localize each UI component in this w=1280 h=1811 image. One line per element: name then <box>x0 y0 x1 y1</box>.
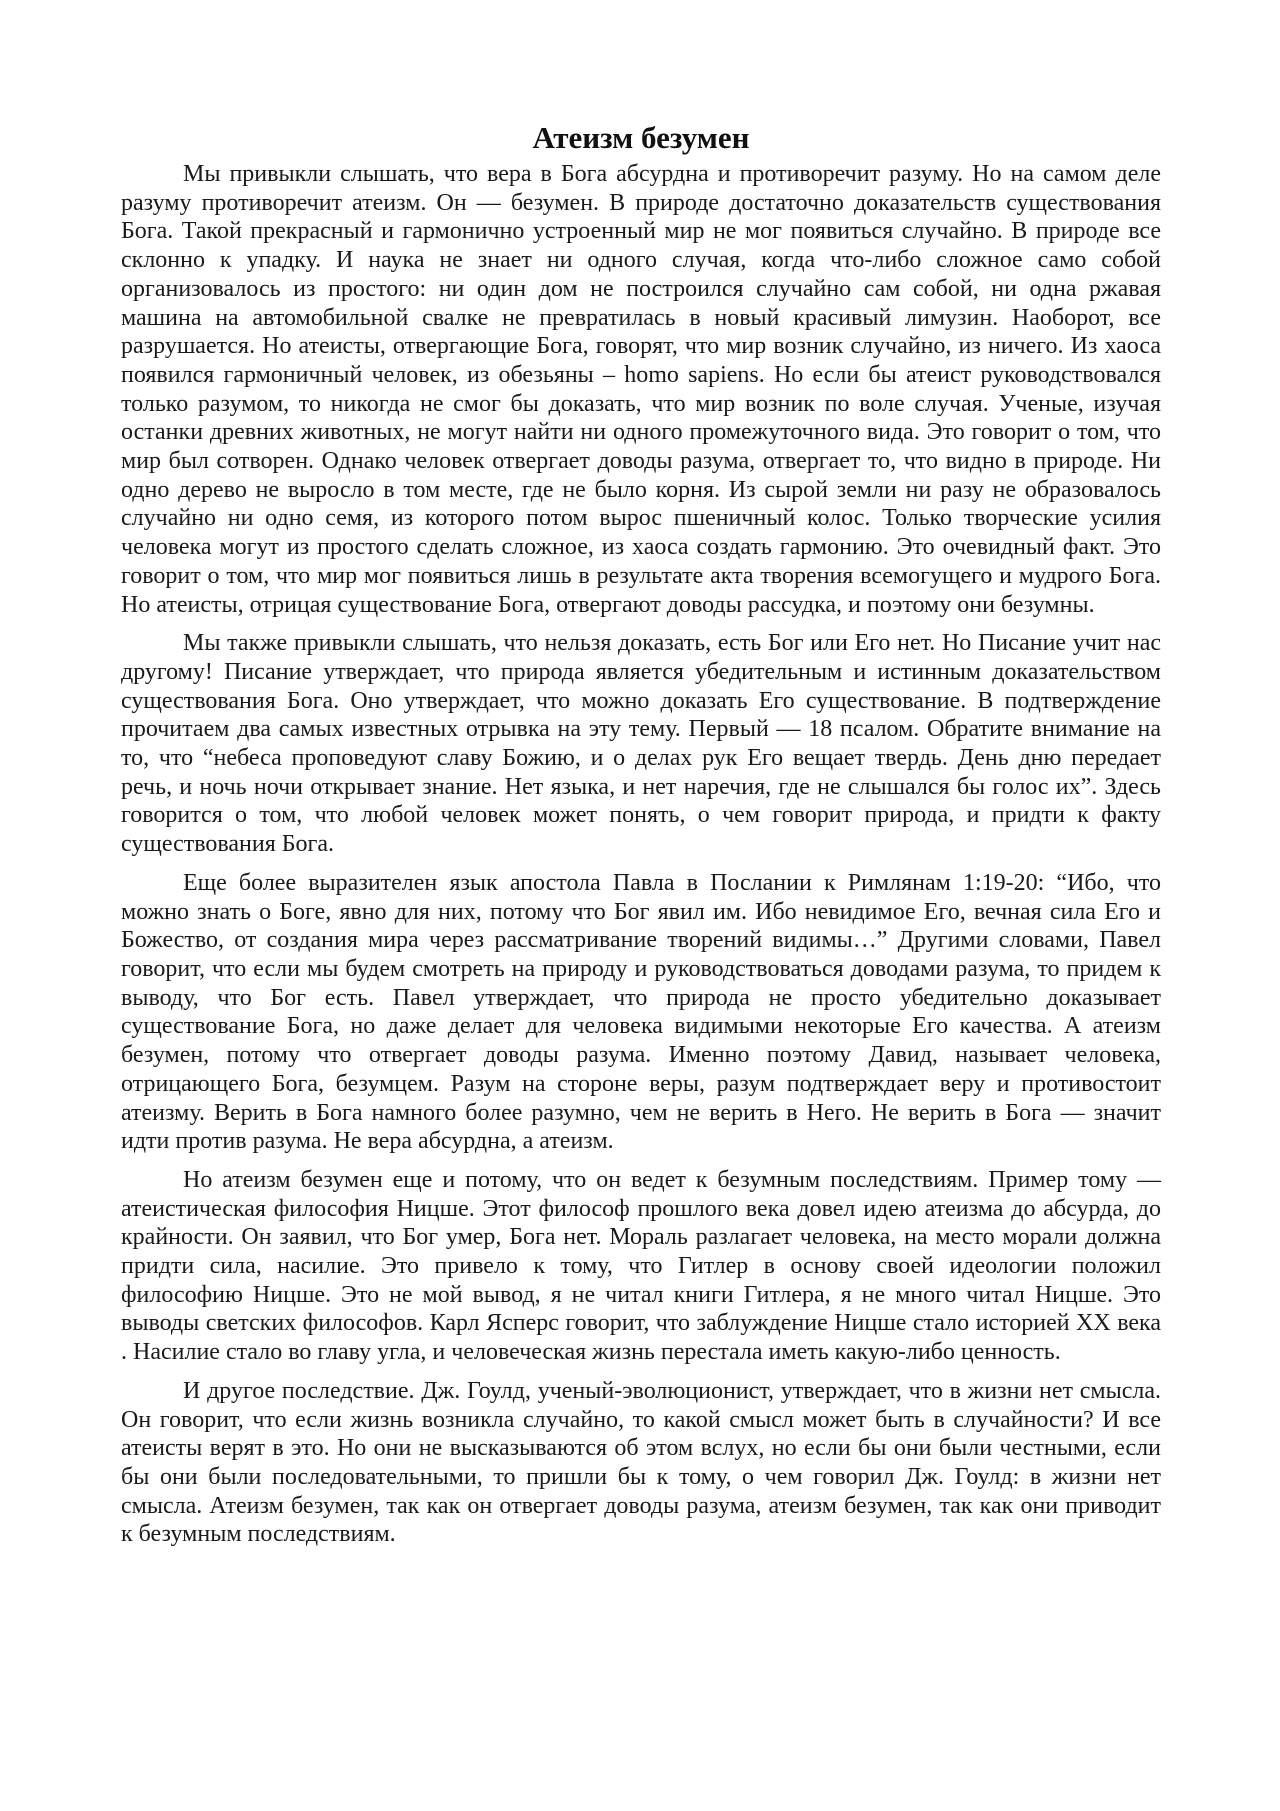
paragraph-4: Но атеизм безумен еще и потому, что он ведет к безумным последствиям. Пример тому — атеистическая философия Ницше. Этот философ прошлого века довел идею атеизма до абсурда, до крайности. Он заявил, что Бог умер, Бога нет. Мораль разлагает человека, на место морали должна придти сила, насилие. Это привело к тому, что Гитлер в основу своей идеологии положил философию Ницше. Это не мой вывод, я не читал книги Гитлера, я не много читал Ницше. Это выводы светских философов. Карл Ясперс говорит, что заблуждение Ницше стало историей XX века . Насилие стало во главу угла, и человеческая жизнь перестала иметь какую-либо ценность. <box>121 1166 1161 1366</box>
paragraph-1: Мы привыкли слышать, что вера в Бога абсурдна и противоречит разуму. Но на самом деле разуму противоречит атеизм. Он — безумен. В природе достаточно доказательств существования Бога. Такой прекрасный и гармонично устроенный мир не мог появиться случайно. В природе все склонно к упадку. И наука не знает ни одного случая, когда что-либо сложное само собой организовалось из простого: ни один дом не построился случайно сам собой, ни одна ржавая машина на автомобильной свалке не превратилась в новый красивый лимузин. Наоборот, все разрушается. Но атеисты, отвергающие Бога, говорят, что мир возник случайно, из ничего. Из хаоса появился гармоничный человек, из обезьяны – homo sapiens. Но если бы атеист руководствовался только разумом, то никогда не смог бы доказать, что мир возник по воле случая. Ученые, изучая останки древних животных, не могут найти ни одного промежуточного вида. Это говорит о том, что мир был сотворен. Однако человек отвергает доводы разума, отвергает то, что видно в природе. Ни одно дерево не выросло в том месте, где не было корня. Из сырой земли ни разу не образовалось случайно ни одно семя, из которого потом вырос пшеничный колос. Только творческие усилия человека могут из простого сделать сложное, из хаоса создать гармонию. Это очевидный факт. Это говорит о том, что мир мог появиться лишь в результате акта творения всемогущего и мудрого Бога. Но атеисты, отрицая существование Бога, отвергают доводы рассудка, и поэтому они безумны. <box>121 161 1161 618</box>
paragraph-2: Мы также привыкли слышать, что нельзя доказать, есть Бог или Его нет. Но Писание учит нас другому! Писание утверждает, что природа является убедительным и истинным доказательством существования Бога. Оно утверждает, что можно доказать Его существование. В подтверждение прочитаем два самых известных отрывка на эту тему. Первый — 18 псалом. Обратите внимание на то, что “небеса проповедуют славу Божию, и о делах рук Его вещает твердь. День дню передает речь, и ночь ночи открывает знание. Нет языка, и нет наречия, где не слышался бы голос их”. Здесь говорится о том, что любой человек может понять, о чем говорит природа, и придти к факту существования Бога. <box>121 630 1161 858</box>
document-page <box>121 118 1161 1559</box>
paragraph-5: И другое последствие. Дж. Гоулд, ученый-эволюционист, утверждает, что в жизни нет смысла. Он говорит, что если жизнь возникла случайно, то какой смысл может быть в случайности? И все атеисты верят в это. Но они не высказываются об этом вслух, но если бы они были честными, если бы они были последовательными, то пришли бы к тому, о чем говорил Дж. Гоулд: в жизни нет смысла. Атеизм безумен, так как он отвергает доводы разума, атеизм безумен, так как они приводит к безумным последствиям. <box>121 1377 1161 1548</box>
document-title: Атеизм безумен <box>532 120 750 155</box>
paragraph-3: Еще более выразителен язык апостола Павла в Послании к Римлянам 1:19-20: “Ибо, что можно знать о Боге, явно для них, потому что Бог явил им. Ибо невидимое Его, вечная сила Его и Божество, от создания мира через рассматривание творений видимы…” Другими словами, Павел говорит, что если мы будем смотреть на природу и руководствоваться доводами разума, то придем к выводу, что Бог есть. Павел утверждает, что природа не просто убедительно доказывает существование Бога, но даже делает для человека видимыми некоторые Его качества. А атеизм безумен, потому что отвергает доводы разума. Именно поэтому Давид, называет человека, отрицающего Бога, безумцем. Разум на стороне веры, разум подтверждает веру и противостоит атеизму. Верить в Бога намного более разумно, чем не верить в Него. Не верить в Бога — значит идти против разума. Не вера абсурдна, а атеизм. <box>121 869 1161 1155</box>
